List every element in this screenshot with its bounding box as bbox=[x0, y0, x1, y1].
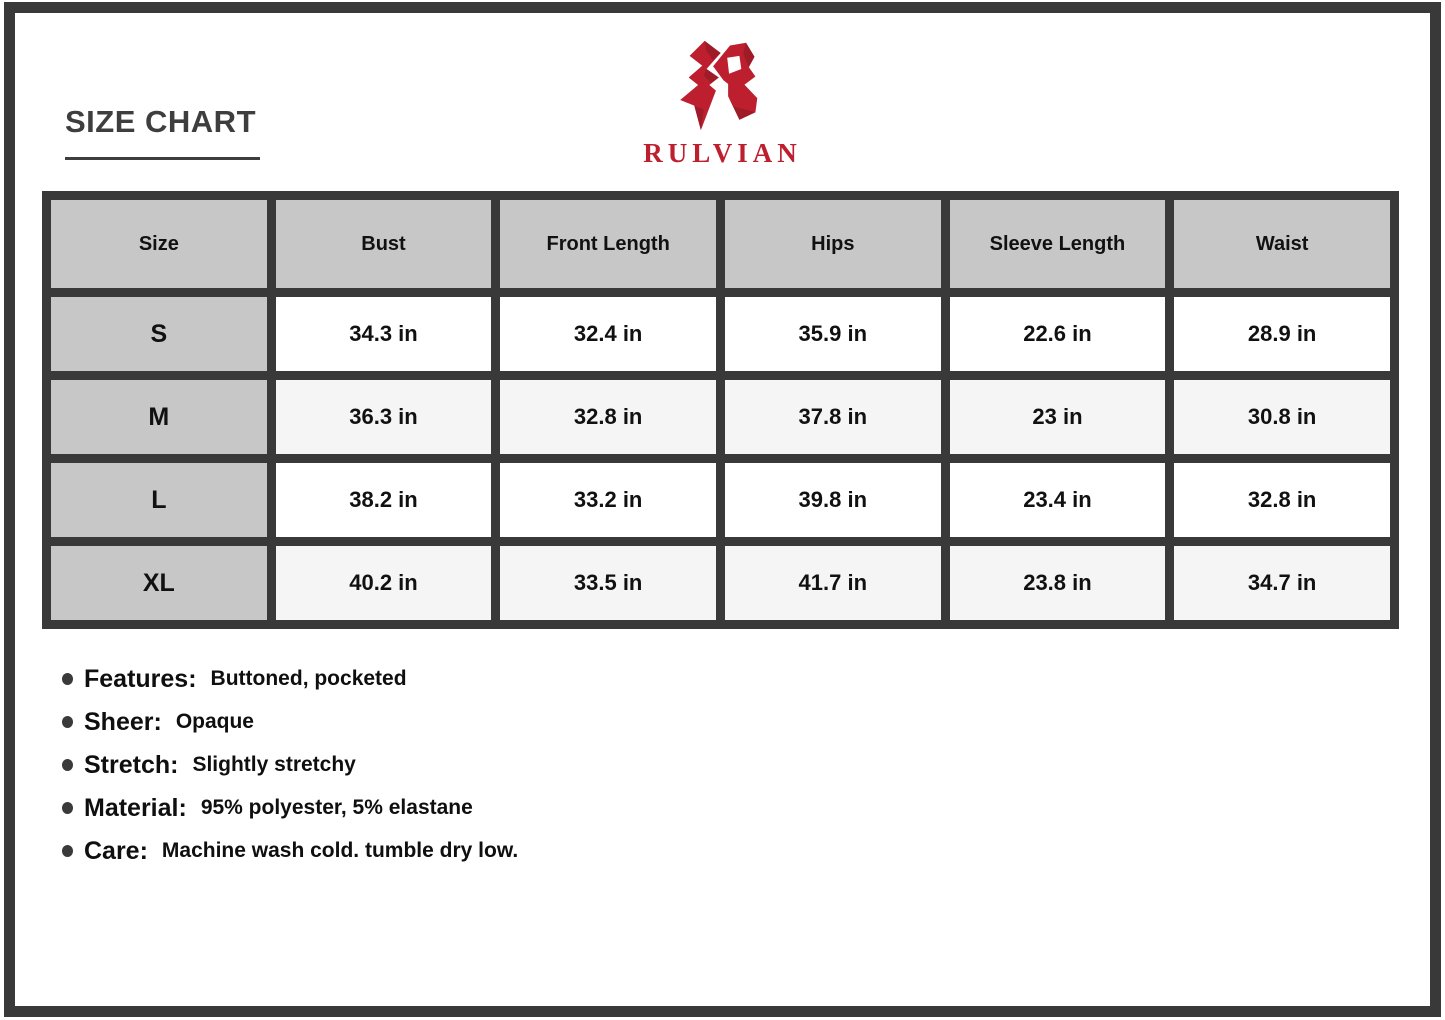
cell-s-sleeve-length: 22.6 in bbox=[950, 297, 1166, 371]
bullet-dot-icon bbox=[62, 845, 73, 857]
cell-m-sleeve-length: 23 in bbox=[950, 380, 1166, 454]
cell-m-bust: 36.3 in bbox=[276, 380, 492, 454]
brand-header bbox=[593, 38, 853, 169]
size-label-l: L bbox=[51, 463, 267, 537]
cell-l-waist: 32.8 in bbox=[1174, 463, 1390, 537]
cell-l-sleeve-length: 23.4 in bbox=[950, 463, 1166, 537]
bullet-dot-icon bbox=[62, 802, 73, 814]
cell-xl-front-length: 33.5 in bbox=[500, 546, 716, 620]
cell-m-front-length: 32.8 in bbox=[500, 380, 716, 454]
brand-wordmark: RULVIAN bbox=[643, 138, 802, 168]
bullet-dot-icon bbox=[62, 759, 73, 771]
cell-xl-waist: 34.7 in bbox=[1174, 546, 1390, 620]
cell-m-hips: 37.8 in bbox=[725, 380, 941, 454]
table-header-row bbox=[51, 200, 1390, 288]
column-header-waist: Waist bbox=[1174, 200, 1390, 288]
detail-label: Sheer: bbox=[84, 707, 162, 736]
cell-s-hips: 35.9 in bbox=[725, 297, 941, 371]
brand-logo-r-icon bbox=[675, 38, 770, 132]
cell-xl-bust: 40.2 in bbox=[276, 546, 492, 620]
detail-label: Material: bbox=[84, 793, 187, 822]
detail-value: Slightly stretchy bbox=[192, 753, 356, 776]
column-header-hips: Hips bbox=[725, 200, 941, 288]
detail-label: Care: bbox=[84, 836, 148, 865]
detail-stretch bbox=[62, 748, 518, 782]
table-row-xl bbox=[51, 546, 1390, 620]
page-title: SIZE CHART bbox=[65, 104, 256, 139]
table-row-m bbox=[51, 380, 1390, 454]
cell-m-waist: 30.8 in bbox=[1174, 380, 1390, 454]
cell-s-waist: 28.9 in bbox=[1174, 297, 1390, 371]
page-title-block bbox=[65, 104, 260, 160]
cell-s-front-length: 32.4 in bbox=[500, 297, 716, 371]
cell-xl-hips: 41.7 in bbox=[725, 546, 941, 620]
cell-l-front-length: 33.2 in bbox=[500, 463, 716, 537]
detail-value: Buttoned, pocketed bbox=[210, 667, 407, 690]
size-label-s: S bbox=[51, 297, 267, 371]
column-header-size: Size bbox=[51, 200, 267, 288]
bullet-dot-icon bbox=[62, 673, 73, 685]
cell-l-bust: 38.2 in bbox=[276, 463, 492, 537]
column-header-sleeve-length: Sleeve Length bbox=[950, 200, 1166, 288]
size-label-m: M bbox=[51, 380, 267, 454]
detail-sheer bbox=[62, 705, 518, 739]
cell-s-bust: 34.3 in bbox=[276, 297, 492, 371]
detail-value: Opaque bbox=[175, 710, 254, 733]
size-chart-table bbox=[42, 191, 1399, 629]
cell-xl-sleeve-length: 23.8 in bbox=[950, 546, 1166, 620]
product-details-list bbox=[62, 662, 518, 877]
detail-value: Machine wash cold. tumble dry low. bbox=[161, 839, 519, 862]
cell-l-hips: 39.8 in bbox=[725, 463, 941, 537]
detail-care bbox=[62, 834, 518, 868]
bullet-dot-icon bbox=[62, 716, 73, 728]
column-header-bust: Bust bbox=[276, 200, 492, 288]
detail-value: 95% polyester, 5% elastane bbox=[200, 796, 473, 819]
detail-label: Features: bbox=[84, 664, 197, 693]
detail-label: Stretch: bbox=[84, 750, 179, 779]
column-header-front-length: Front Length bbox=[500, 200, 716, 288]
detail-features bbox=[62, 662, 518, 696]
size-label-xl: XL bbox=[51, 546, 267, 620]
table-row-l bbox=[51, 463, 1390, 537]
detail-material bbox=[62, 791, 518, 825]
table-row-s bbox=[51, 297, 1390, 371]
